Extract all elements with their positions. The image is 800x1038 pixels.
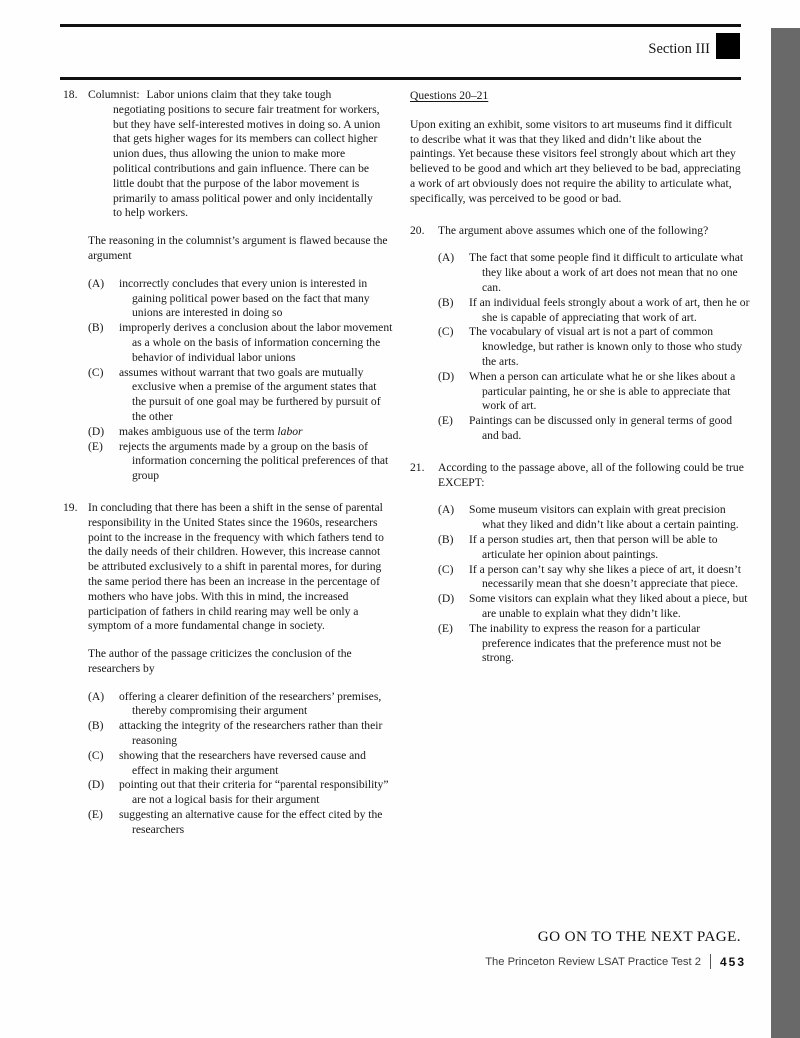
answer-choice-a bbox=[88, 690, 393, 720]
question-group-header: Questions 20–21 bbox=[410, 89, 489, 102]
question-20 bbox=[410, 224, 750, 444]
choice-label: (D) bbox=[88, 778, 105, 792]
section-label: Section III bbox=[648, 41, 710, 57]
answer-choice-c bbox=[438, 563, 750, 593]
answer-choice-c bbox=[88, 749, 393, 779]
choice-text: incorrectly concludes that every union is interested in gaining political power based on the fact that many unions are interested in doing so bbox=[119, 276, 370, 320]
answer-choice-a bbox=[438, 251, 750, 295]
answer-choice-e bbox=[438, 414, 750, 444]
question-number: 21. bbox=[410, 460, 425, 474]
answer-choice-c bbox=[438, 325, 750, 369]
choice-text: If a person studies art, then that person will be able to articulate her opinion about paintings. bbox=[469, 532, 718, 561]
question-prompt: The author of the passage criticizes the conclusion of the researchers by bbox=[88, 647, 352, 675]
answer-choice-d bbox=[438, 370, 750, 414]
choice-label: (B) bbox=[438, 532, 454, 546]
choice-text: Paintings can be discussed only in general terms of good and bad. bbox=[469, 414, 733, 442]
answer-choice-b bbox=[88, 719, 393, 749]
choice-label: (C) bbox=[438, 325, 454, 339]
choice-text: showing that the researchers have reversed cause and effect in making their argument bbox=[119, 748, 366, 777]
question-number: 18. bbox=[63, 88, 78, 101]
answer-choice-e bbox=[438, 622, 750, 666]
choice-text bbox=[119, 425, 393, 440]
answer-choice-e bbox=[88, 440, 393, 484]
choice-label: (A) bbox=[88, 689, 105, 703]
answer-choices bbox=[88, 277, 393, 484]
answer-choices bbox=[438, 503, 750, 666]
left-column bbox=[63, 88, 393, 855]
choice-text: suggesting an alternative cause for the effect cited by the researchers bbox=[119, 808, 383, 836]
choice-label: (B) bbox=[88, 321, 104, 335]
choice-label: (E) bbox=[438, 621, 453, 635]
answer-choice-b bbox=[438, 533, 750, 563]
choice-label: (C) bbox=[88, 748, 104, 762]
answer-choice-a bbox=[438, 503, 750, 533]
choice-label: (E) bbox=[438, 414, 453, 428]
question-number: 19. bbox=[63, 500, 78, 514]
question-prompt: The argument above assumes which one of the following? bbox=[438, 223, 709, 237]
choice-label: (D) bbox=[438, 369, 455, 383]
question-19 bbox=[63, 501, 393, 838]
footer-credit bbox=[485, 954, 746, 969]
choice-text: If a person can’t say why she likes a piece of art, it doesn’t necessarily mean that she doesn’t appreciate that piece. bbox=[469, 562, 741, 591]
answer-choice-d bbox=[438, 592, 750, 622]
speaker-label: Columnist: bbox=[88, 88, 140, 101]
answer-choice-b bbox=[438, 296, 750, 326]
page-edge-bar bbox=[771, 28, 800, 1038]
go-on-instruction: GO ON TO THE NEXT PAGE. bbox=[537, 928, 741, 945]
choice-text: The fact that some people find it difficult to articulate what they like about a work of art does not mean that no one can. bbox=[469, 251, 744, 294]
answer-choices bbox=[438, 251, 750, 443]
choice-label: (B) bbox=[438, 295, 454, 309]
header-rule-bottom bbox=[60, 77, 741, 80]
stimulus-text: Labor unions claim that they take tough negotiating positions to secure fair treatment for workers, but they have self-interested motives in doing so. A union that gets higher wages for its members can collect higher union dues, thus allowing the union to make more political contributions and gain influence. There can be little doubt that the purpose of the labor movement is primarily to amass political power and only incidentally to help workers. bbox=[113, 88, 381, 220]
choice-text: attacking the integrity of the researchers rather than their reasoning bbox=[119, 719, 383, 748]
choice-text: The vocabulary of visual art is not a part of common knowledge, but rather is known only to those who study the arts. bbox=[469, 325, 743, 368]
choice-label: (A) bbox=[88, 276, 105, 290]
choice-text: pointing out that their criteria for “parental responsibility” are not a logical basis for their argument bbox=[119, 778, 389, 807]
answer-choice-d bbox=[88, 778, 393, 808]
passage-text: Upon exiting an exhibit, some visitors to art museums find it difficult to describe what it was that they liked and didn’t like about the paintings. Yet because these visitors feel strongly about which art they believed to be good and which art they believed to be bad, appreciating a work of art obviously does not require the ability to articulate what, specifically, was perceived to be good or bad. bbox=[410, 117, 741, 205]
choice-text: Some visitors can explain what they liked about a piece, but are unable to explain what they didn’t like. bbox=[469, 592, 748, 620]
question-stimulus bbox=[88, 88, 381, 221]
question-prompt: According to the passage above, all of the following could be true EXCEPT: bbox=[438, 460, 744, 489]
footer-divider bbox=[710, 954, 711, 969]
answer-choice-e bbox=[88, 808, 393, 838]
answer-choices bbox=[88, 690, 393, 838]
choice-text: When a person can articulate what he or she likes about a particular painting, he or she is able to appreciate that work of art. bbox=[469, 369, 736, 413]
answer-choice-d bbox=[88, 425, 393, 440]
choice-text: improperly derives a conclusion about the labor movement as a whole on the basis of information concerning the behavior of individual labor unions bbox=[119, 321, 393, 364]
choice-label: (D) bbox=[88, 424, 105, 438]
question-18 bbox=[63, 88, 393, 484]
choice-label: (B) bbox=[88, 719, 104, 733]
choice-text: The inability to express the reason for a particular preference indicates that the preference must not be strong. bbox=[469, 621, 722, 665]
book-title: The Princeton Review LSAT Practice Test 2 bbox=[485, 955, 701, 968]
choice-text: If an individual feels strongly about a work of art, then he or she is capable of appreciating that work of art. bbox=[469, 295, 750, 324]
right-column bbox=[410, 89, 750, 683]
choice-label: (E) bbox=[88, 439, 103, 453]
question-stimulus: In concluding that there has been a shift in the sense of parental responsibility in the United States since the 1960s, researchers point to the increase in the frequency with which fathers tend to the daily needs of their children. However, this increase cannot be attributed exclusively to a shift in parental mores, for during the same period there has been an increase in the percentage of mothers who have jobs. With this in mind, the increased participation of fathers in child rearing may well be only a symptom of a more fundamental change in society. bbox=[88, 500, 384, 633]
choice-italic-term: labor bbox=[277, 424, 303, 438]
choice-label: (C) bbox=[88, 365, 104, 379]
answer-choice-a bbox=[88, 277, 393, 321]
choice-label: (E) bbox=[88, 808, 103, 822]
choice-label: (A) bbox=[438, 251, 455, 265]
choice-label: (A) bbox=[438, 503, 455, 517]
answer-choice-b bbox=[88, 321, 393, 365]
choice-text-part: makes ambiguous use of the term bbox=[119, 424, 278, 438]
choice-text: offering a clearer definition of the researchers’ premises, thereby compromising their argument bbox=[119, 689, 382, 718]
question-21 bbox=[410, 461, 750, 666]
choice-label: (C) bbox=[438, 562, 454, 576]
answer-choice-c bbox=[88, 366, 393, 425]
question-prompt: The reasoning in the columnist’s argument is flawed because the argument bbox=[88, 234, 388, 262]
section-marker-square bbox=[716, 33, 740, 59]
page-number: 453 bbox=[719, 954, 746, 969]
header-rule-top bbox=[60, 24, 741, 27]
choice-text: rejects the arguments made by a group on the basis of information concerning the political preferences of that group bbox=[119, 439, 389, 483]
question-number: 20. bbox=[410, 223, 425, 237]
choice-label: (D) bbox=[438, 592, 455, 606]
choice-text: Some museum visitors can explain with great precision what they liked and didn’t like about a certain painting. bbox=[469, 503, 739, 532]
choice-text: assumes without warrant that two goals are mutually exclusive when a premise of the argument states that the pursuit of one goal may be furthered by pursuit of the other bbox=[119, 365, 381, 423]
